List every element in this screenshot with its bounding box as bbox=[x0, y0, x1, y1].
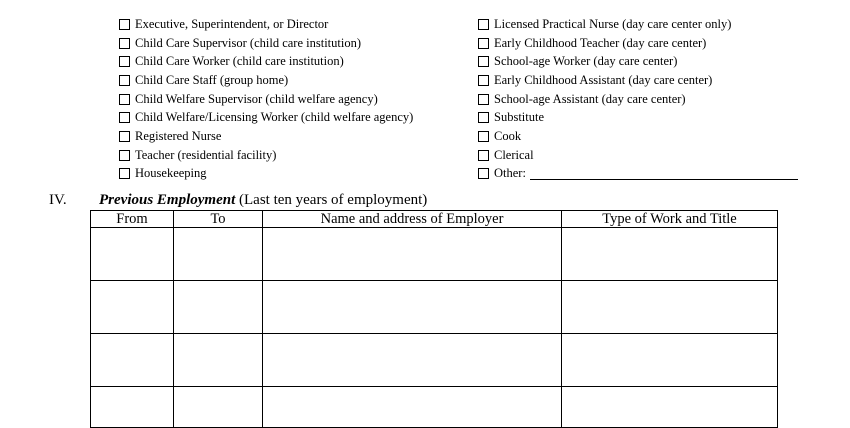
option-label: Other: bbox=[494, 166, 526, 181]
cell-to[interactable] bbox=[174, 334, 263, 387]
option-label: Child Welfare Supervisor (child welfare agency) bbox=[135, 91, 378, 106]
option-label: Early Childhood Assistant (day care center) bbox=[494, 72, 713, 87]
cell-from[interactable] bbox=[91, 334, 174, 387]
option-early-childhood-assistant[interactable] bbox=[478, 71, 798, 90]
header-employer: Name and address of Employer bbox=[263, 211, 562, 228]
checkbox[interactable] bbox=[119, 168, 130, 179]
checkbox[interactable] bbox=[478, 112, 489, 123]
option-school-age-assistant[interactable] bbox=[478, 90, 798, 109]
checkbox[interactable] bbox=[478, 131, 489, 142]
checkbox[interactable] bbox=[119, 75, 130, 86]
cell-from[interactable] bbox=[91, 281, 174, 334]
option-early-childhood-teacher[interactable] bbox=[478, 34, 798, 53]
checkbox[interactable] bbox=[119, 131, 130, 142]
table-header-row bbox=[91, 211, 778, 228]
position-options-left bbox=[119, 15, 413, 183]
cell-employer[interactable] bbox=[263, 387, 562, 428]
section-title-note: (Last ten years of employment) bbox=[235, 192, 428, 208]
section-title bbox=[99, 192, 427, 209]
option-clerical[interactable] bbox=[478, 146, 798, 165]
cell-to[interactable] bbox=[174, 387, 263, 428]
option-child-care-staff[interactable] bbox=[119, 71, 413, 90]
checkbox[interactable] bbox=[119, 112, 130, 123]
cell-to[interactable] bbox=[174, 281, 263, 334]
checkbox[interactable] bbox=[478, 75, 489, 86]
option-label: Teacher (residential facility) bbox=[135, 147, 277, 162]
option-housekeeping[interactable] bbox=[119, 165, 413, 184]
checkbox[interactable] bbox=[478, 19, 489, 30]
cell-employer[interactable] bbox=[263, 334, 562, 387]
cell-employer[interactable] bbox=[263, 281, 562, 334]
checkbox[interactable] bbox=[119, 38, 130, 49]
option-label: Child Care Supervisor (child care institution) bbox=[135, 35, 361, 50]
option-licensed-practical-nurse[interactable] bbox=[478, 15, 798, 34]
header-type-of-work: Type of Work and Title bbox=[562, 211, 778, 228]
header-to: To bbox=[174, 211, 263, 228]
option-label: Child Welfare/Licensing Worker (child welfare agency) bbox=[135, 110, 414, 125]
option-label: School-age Worker (day care center) bbox=[494, 54, 678, 69]
cell-employer[interactable] bbox=[263, 228, 562, 281]
option-child-welfare-supervisor[interactable] bbox=[119, 90, 413, 109]
table-row bbox=[91, 334, 778, 387]
checkbox[interactable] bbox=[478, 150, 489, 161]
option-child-care-supervisor[interactable] bbox=[119, 34, 413, 53]
option-teacher[interactable] bbox=[119, 146, 413, 165]
option-executive[interactable] bbox=[119, 15, 413, 34]
checkbox[interactable] bbox=[119, 56, 130, 67]
option-label: Registered Nurse bbox=[135, 128, 222, 143]
option-cook[interactable] bbox=[478, 127, 798, 146]
option-label: Executive, Superintendent, or Director bbox=[135, 16, 329, 31]
cell-type-of-work[interactable] bbox=[562, 228, 778, 281]
option-label: Substitute bbox=[494, 110, 545, 125]
option-label: School-age Assistant (day care center) bbox=[494, 91, 686, 106]
option-label: Child Care Staff (group home) bbox=[135, 72, 289, 87]
option-child-care-worker[interactable] bbox=[119, 52, 413, 71]
cell-type-of-work[interactable] bbox=[562, 334, 778, 387]
option-label: Early Childhood Teacher (day care center) bbox=[494, 35, 707, 50]
option-label: Child Care Worker (child care institution) bbox=[135, 54, 344, 69]
checkbox[interactable] bbox=[478, 94, 489, 105]
checkbox[interactable] bbox=[478, 56, 489, 67]
other-text-field[interactable] bbox=[530, 167, 798, 180]
cell-from[interactable] bbox=[91, 387, 174, 428]
option-child-welfare-licensing-worker[interactable] bbox=[119, 108, 413, 127]
checkbox[interactable] bbox=[119, 94, 130, 105]
header-from: From bbox=[91, 211, 174, 228]
checkbox[interactable] bbox=[119, 19, 130, 30]
table-row bbox=[91, 387, 778, 428]
table-row bbox=[91, 228, 778, 281]
option-registered-nurse[interactable] bbox=[119, 127, 413, 146]
option-substitute[interactable] bbox=[478, 108, 798, 127]
employment-table bbox=[90, 210, 778, 428]
option-other[interactable] bbox=[478, 165, 798, 184]
section-number: IV. bbox=[49, 192, 67, 208]
checkbox[interactable] bbox=[478, 168, 489, 179]
table-row bbox=[91, 281, 778, 334]
cell-to[interactable] bbox=[174, 228, 263, 281]
cell-type-of-work[interactable] bbox=[562, 281, 778, 334]
option-label: Licensed Practical Nurse (day care center only) bbox=[494, 16, 732, 31]
position-options-right bbox=[478, 15, 798, 183]
checkbox[interactable] bbox=[478, 38, 489, 49]
cell-type-of-work[interactable] bbox=[562, 387, 778, 428]
option-school-age-worker[interactable] bbox=[478, 52, 798, 71]
checkbox[interactable] bbox=[119, 150, 130, 161]
cell-from[interactable] bbox=[91, 228, 174, 281]
option-label: Clerical bbox=[494, 147, 534, 162]
option-label: Cook bbox=[494, 128, 522, 143]
option-label: Housekeeping bbox=[135, 166, 207, 181]
section-title-bold: Previous Employment bbox=[99, 192, 236, 208]
